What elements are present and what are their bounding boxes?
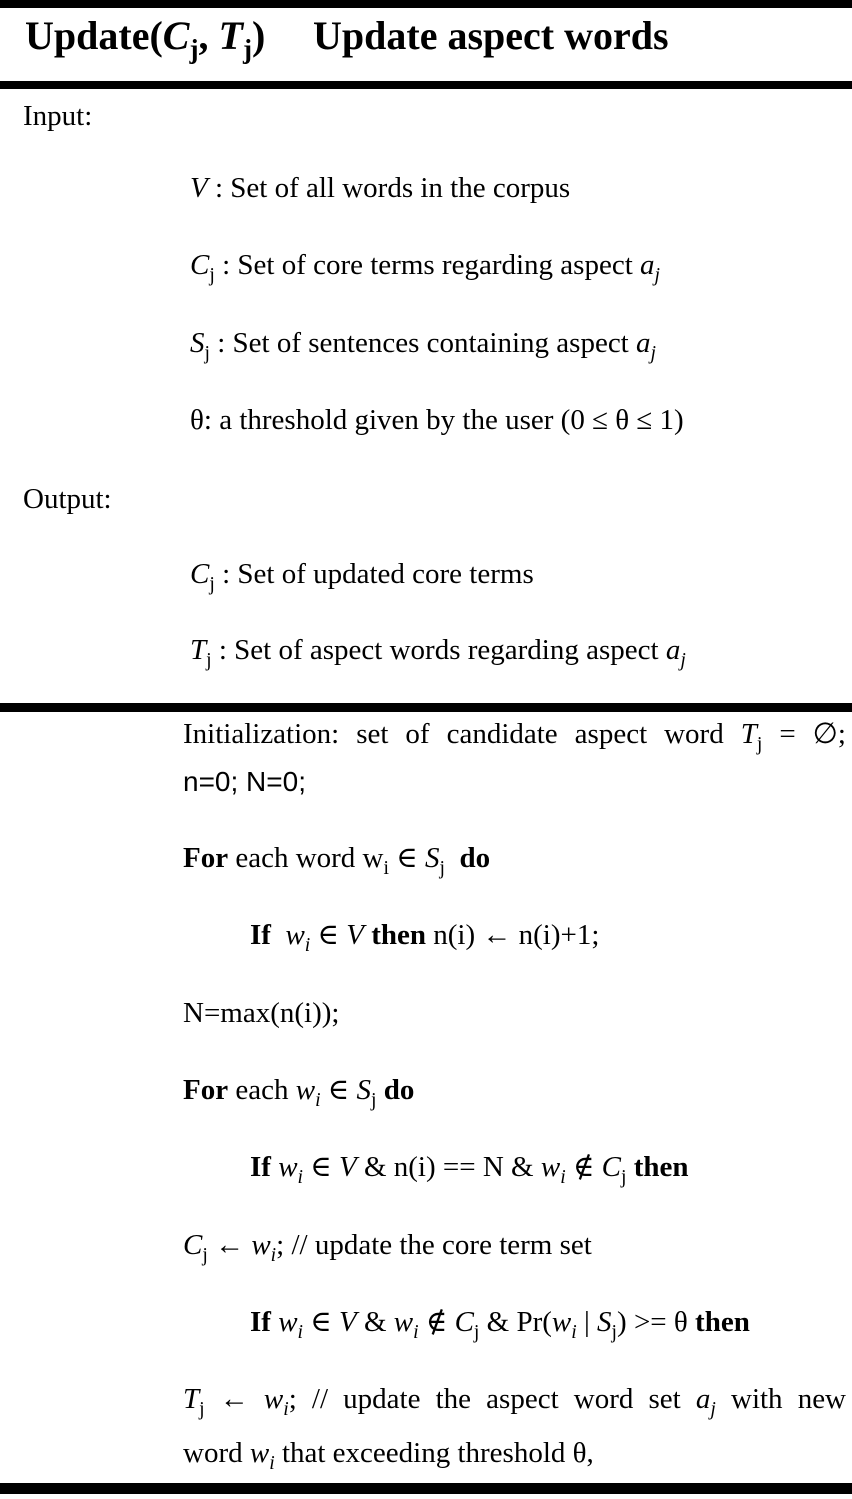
top-border-rule — [0, 0, 852, 8]
for-loop-1: For each word $w_i$ ∈ $S_j$ do — [183, 842, 491, 879]
algorithm-title: Update aspect words — [313, 13, 669, 58]
output-item-aspect-words: $T_j$ : Set of aspect words regarding aspect $a_j$ — [190, 634, 686, 671]
input-item-threshold: θ: a threshold given by the user (0 ≤ θ ≤ 1) — [190, 404, 684, 436]
counter-init-statement: n=0; N=0; — [183, 766, 306, 797]
for-loop-2: For each $w_i$ ∈ $S_j$ do — [183, 1074, 415, 1111]
if-statement-2: If $w_i$ ∈ V & n(i) == N & $w_i$ ∉ $C_j$ then — [250, 1151, 689, 1188]
algorithm-signature: $Update(C_j$, $T_j$) — [25, 13, 266, 64]
if-statement-3: If $w_i$ ∈ V & $w_i$ ∉ $C_j$ & $Pr(w_i$ | $S_j) >= \theta$ then — [250, 1306, 750, 1343]
output-item-core-terms: $C_j$ : Set of updated core terms — [190, 558, 534, 595]
header-separator-rule — [0, 81, 852, 89]
input-item-core-terms: $C_j$ : Set of core terms regarding aspect $a_j$ — [190, 249, 660, 286]
body-separator-rule — [0, 703, 852, 712]
aspect-word-update-continuation: word $w_i$ that exceeding threshold θ, — [183, 1437, 594, 1474]
core-term-update-statement: $C_j$ ← $w_i$; // update the core term set — [183, 1229, 592, 1266]
input-item-sentences: $S_j$ : Set of sentences containing aspect $a_j$ — [190, 327, 656, 364]
bottom-border-rule — [0, 1483, 852, 1494]
max-assignment: N=max(n(i)); — [183, 997, 340, 1029]
input-label: Input: — [23, 100, 93, 132]
output-label: Output: — [23, 483, 112, 515]
aspect-word-update-statement: $T_j$ ← $w_i$; // update the aspect word set $a_j$ with new — [183, 1383, 847, 1420]
init-statement: Initialization: set of candidate aspect word $T_j$ = ∅; — [183, 718, 846, 755]
input-item-vocabulary: V : Set of all words in the corpus — [190, 172, 571, 204]
if-statement-1: If $w_i$ ∈ V then n(i) ← n(i)+1; — [250, 919, 600, 956]
